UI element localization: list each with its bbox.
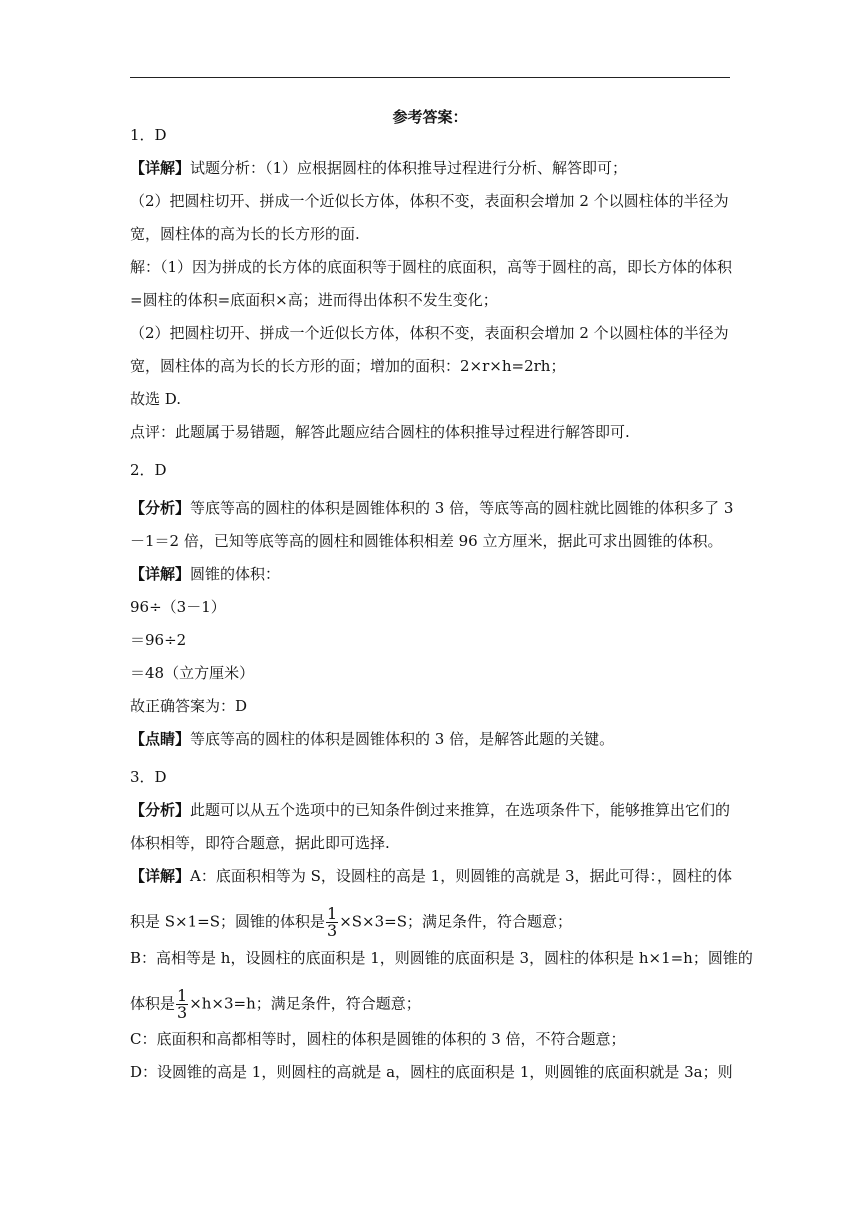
fraction-denominator: 3 [177,1003,188,1022]
text-segment: （2）把圆柱切开、拼成一个近似长方体，体积不变，表面积会增加 2 个以圆柱体的半径为 [130,324,729,342]
text-segment: 96÷（3－1） [130,598,226,616]
text-line [130,530,730,552]
text-segment: ＝96÷2 [130,631,187,649]
text-line [130,421,730,443]
text-segment: ＝48（立方厘米） [130,664,255,682]
fraction-denominator: 3 [327,921,338,940]
text-line [130,629,730,651]
header-rule [130,77,730,78]
text-segment: 宽，圆柱体的高为长的长方形的面；增加的面积：2×r×h=2rh； [130,357,566,375]
text-line [130,355,730,377]
text-line [130,497,734,519]
text-line [130,947,753,969]
text-segment: B：高相等是 h，设圆柱的底面积是 1，则圆锥的底面积是 3，圆柱的体积是 h×1=h；圆锥的 [130,949,753,967]
text-line [130,1028,730,1050]
text-segment: 此题可以从五个选项中的已知条件倒过来推算，在选项条件下，能够推算出它们的 [190,801,731,819]
text-line [130,459,730,481]
section-label: 【分析】 [130,499,191,517]
text-segment: 试题分析：（1）应根据圆柱的体积推导过程进行分析、解答即可； [190,159,628,177]
text-segment: 点评：此题属于易错题，解答此题应结合圆柱的体积推导过程进行解答即可. [130,423,630,441]
text-segment: C：底面积和高都相等时，圆柱的体积是圆锥的体积的 3 倍，不符合题意； [130,1030,626,1048]
text-line [130,766,730,788]
text-line [130,596,730,618]
text-segment: 宽，圆柱体的高为长的长方形的面. [130,225,360,243]
text-line [130,865,733,887]
text-line [130,289,730,311]
text-segment: －1＝2 倍，已知等底等高的圆柱和圆锥体积相差 96 立方厘米，据此可求出圆锥的体积。 [130,532,723,550]
text-segment: （2）把圆柱切开、拼成一个近似长方体，体积不变，表面积会增加 2 个以圆柱体的半径为 [130,192,729,210]
text-line [130,256,733,278]
text-segment: 体积相等，即符合题意，据此即可选择. [130,834,390,852]
text-line [130,906,730,939]
text-segment: ×S×3=S；满足条件，符合题意； [339,912,573,931]
text-line [130,190,730,212]
page-title: 参考答案： [392,108,468,126]
text-line [130,223,730,245]
section-label: 【点睛】 [130,730,191,748]
text-line [130,1061,733,1083]
text-segment: 1．D [130,126,167,144]
text-segment: 解：（1）因为拼成的长方体的底面积等于圆柱的底面积，高等于圆柱的高，即长方体的体积 [130,258,733,276]
text-line [130,832,730,854]
text-line [130,322,730,344]
section-label: 【详解】 [130,565,191,583]
text-segment: D：设圆锥的高是 1，则圆柱的高就是 a，圆柱的底面积是 1，则圆锥的底面积就是 3a；则 [130,1063,733,1081]
text-line [130,124,730,146]
text-segment: 圆锥的体积： [190,565,281,583]
text-line [130,388,730,410]
fraction [326,906,338,939]
text-segment: 积是 S×1=S；圆锥的体积是 [130,912,326,931]
text-segment: ×h×3=h；满足条件，符合题意； [189,994,421,1013]
text-segment: 故正确答案为：D [130,697,248,715]
text-segment: A：底面积相等为 S，设圆柱的高是 1，则圆锥的高就是 3，据此可得：，圆柱的体 [190,867,733,885]
text-segment: 等底等高的圆柱的体积是圆锥体积的 3 倍，是解答此题的关键。 [190,730,615,748]
text-line [130,988,730,1021]
text-segment: 体积是 [130,994,176,1013]
fraction [176,988,188,1021]
text-line [130,799,730,821]
text-line [130,563,730,585]
text-line [130,695,730,717]
text-line [130,728,730,750]
text-segment: =圆柱的体积=底面积×高；进而得出体积不发生变化； [130,291,498,309]
section-label: 【分析】 [130,801,191,819]
section-label: 【详解】 [130,159,191,177]
text-segment: 等底等高的圆柱的体积是圆锥体积的 3 倍，等底等高的圆柱就比圆锥的体积多了 3 [190,499,734,517]
fraction-numerator: 1 [327,904,338,923]
fraction-numerator: 1 [177,986,188,1005]
text-line [130,157,730,179]
text-segment: 故选 D. [130,390,182,408]
section-label: 【详解】 [130,867,191,885]
text-segment: 2．D [130,461,167,479]
text-line [130,662,730,684]
text-segment: 3．D [130,768,167,786]
